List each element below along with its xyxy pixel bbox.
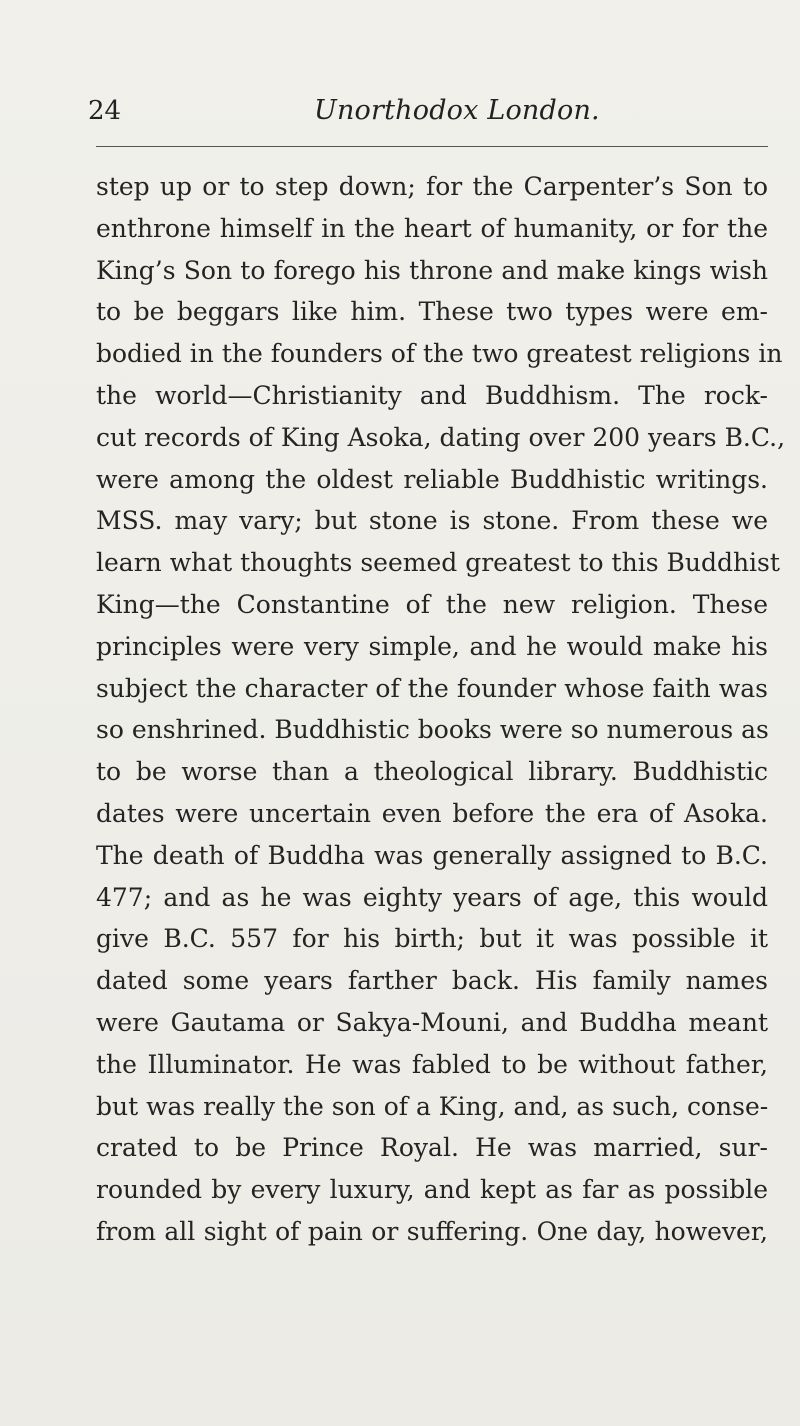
text-line: dates were uncertain even before the era of Asoka. [96, 798, 768, 828]
text-line: cut records of King Asoka, dating over 200 years B.C., [96, 422, 786, 452]
text-line: dated some years farther back. His family names [96, 966, 768, 996]
text-line: MSS. may vary; but stone is stone. From these we [96, 506, 768, 536]
text-line: The death of Buddha was generally assigned to B.C. [96, 840, 768, 870]
text-line: but was really the son of a King, and, as such, conse- [96, 1091, 769, 1121]
text-line: give B.C. 557 for his birth; but it was possible it [96, 924, 768, 954]
text-line: crated to be Prince Royal. He was married, sur- [96, 1133, 768, 1163]
body-text [96, 166, 786, 1253]
running-head: Unorthodox London. [314, 95, 600, 126]
page-number: 24 [88, 96, 122, 126]
text-line: subject the character of the founder whose faith was [96, 673, 768, 703]
text-line: King’s Son to forego his throne and make kings wish [96, 255, 768, 285]
text-line: were Gautama or Sakya-Mouni, and Buddha meant [96, 1007, 768, 1037]
text-line: enthrone himself in the heart of humanity, or for the [96, 213, 768, 243]
text-line: the world—Christianity and Buddhism. The rock- [96, 380, 768, 410]
text-line: were among the oldest reliable Buddhistic writings. [96, 464, 768, 494]
text-line: rounded by every luxury, and kept as far as possible [96, 1175, 768, 1205]
text-line: so enshrined. Buddhistic books were so numerous as [96, 715, 769, 745]
page-header [88, 96, 772, 134]
text-line: bodied in the founders of the two greatest religions in [96, 339, 783, 369]
text-line: step up or to step down; for the Carpenter’s Son to [96, 172, 768, 201]
text-line: to be worse than a theological library. Buddhistic [96, 757, 768, 787]
text-line: to be beggars like him. These two types were em- [96, 297, 768, 327]
header-rule [96, 146, 768, 147]
text-line: 477; and as he was eighty years of age, this would [96, 882, 768, 912]
text-line: learn what thoughts seemed greatest to this Buddhist [96, 548, 780, 578]
text-line: King—the Constantine of the new religion. These [96, 589, 768, 619]
text-line: principles were very simple, and he would make his [96, 631, 768, 661]
text-line: the Illuminator. He was fabled to be without father, [96, 1049, 768, 1079]
text-line: from all sight of pain or suffering. One day, however, [96, 1216, 768, 1246]
